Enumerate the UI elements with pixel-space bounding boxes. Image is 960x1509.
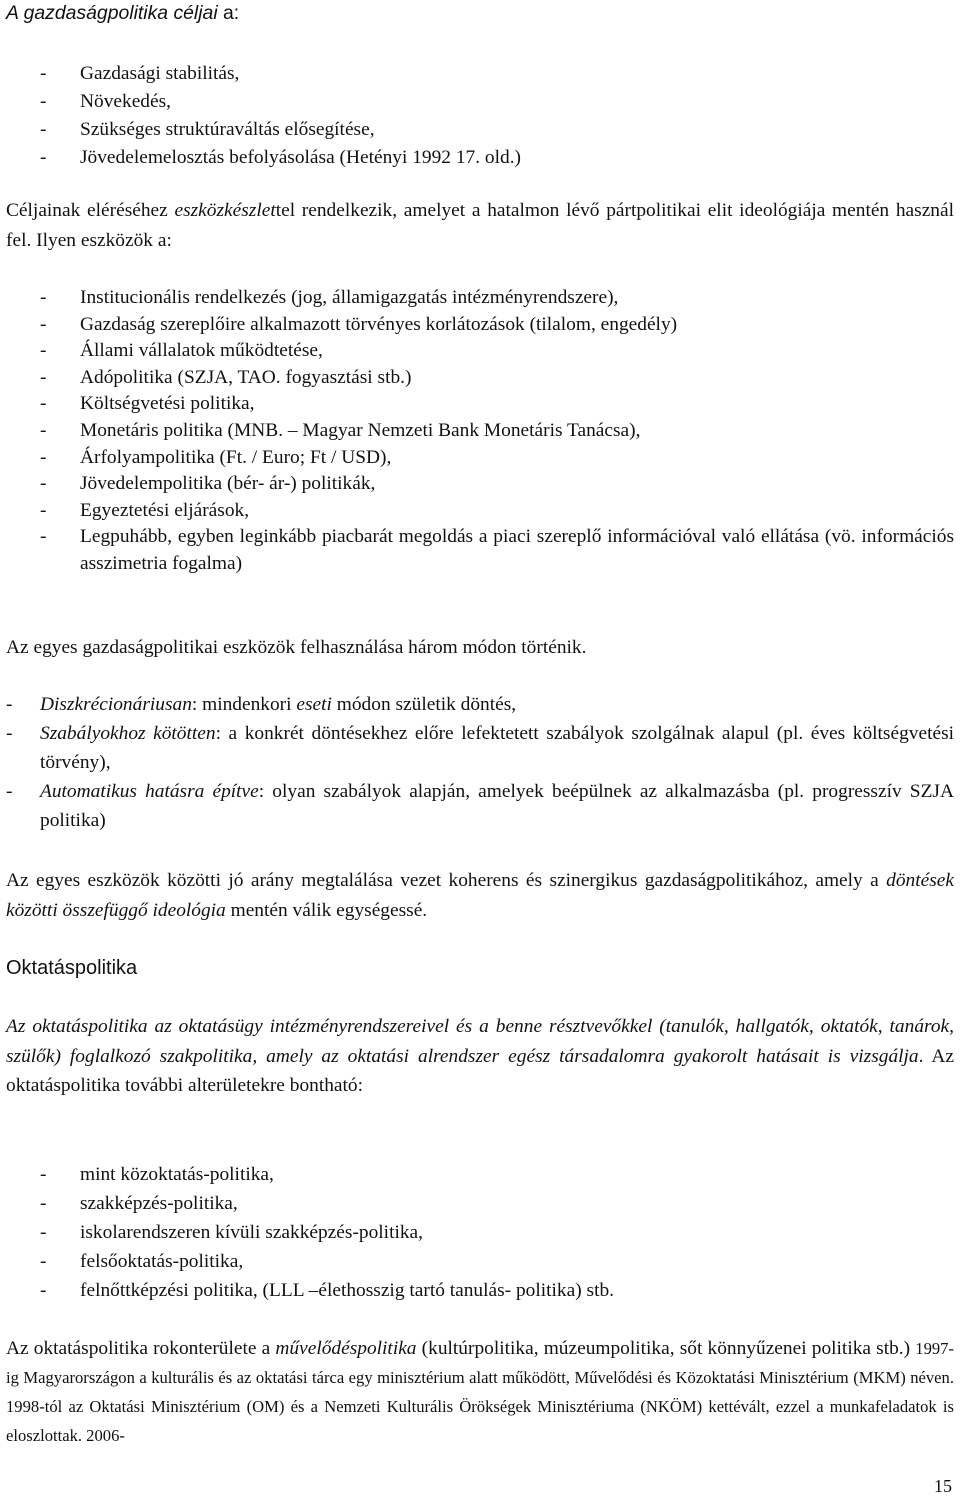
mode-term: Szabályokhoz kötötten [40,723,216,744]
list-item: - felsőoktatás-politika, [40,1251,244,1272]
goals-list [6,60,954,172]
goals-heading-emphasis: A gazdaságpolitika céljai [6,2,218,24]
list-item: - Adópolitika (SZJA, TAO. fogyasztási stb.) [40,366,412,388]
page-number: 15 [934,1476,952,1496]
mode-term: Automatikus hatásra építve [40,781,259,802]
edu-subareas-list [6,1160,954,1305]
list-item: - Gazdasági stabilitás, [40,63,240,84]
tools-intro-paragraph: Céljainak eléréséhez eszközkészlettel rendelkezik, amelyet a hatalmon lévő pártpolitikai elit ideológiája mentén használ fel. Ilyen eszközök a: [6,200,954,251]
list-item: - mint közoktatás-politika, [40,1164,274,1185]
list-item: - Költségvetési politika, [40,393,255,415]
goals-heading-rest: a: [217,2,240,24]
balance-paragraph: Az egyes eszközök közötti jó arány megtalálása vezet koherens és szinergikus gazdaságpolitikához, amely a döntések közötti összefüggő ideológia mentén válik egységessé. [6,870,954,921]
neighbor-field-emphasis: művelődéspolitika [275,1338,417,1359]
list-item: - Diszkrécionáriusan: mindenkori eseti módon születik döntés, [6,694,517,715]
list-item: - Automatikus hatásra építve: olyan szabályok alapján, amelyek beépülnek az alkalmazásba (pl. progresszív SZJA politika) [6,781,954,831]
edu-definition-emphasis: Az oktatáspolitika az oktatásügy intézményrendszereivel és a benne résztvevőkkel (tanulók, hallgatók, oktatók, tanárok, szülők) foglalkozó szakpolitika, amely az oktatási alrendszer egész társadalomra gyakorolt hatásait is vizsgálja [6,1016,954,1067]
list-item: - Institucionális rendelkezés (jog, államigazgatás intézményrendszere), [40,287,619,308]
list-item: - Árfolyampolitika (Ft. / Euro; Ft / USD), [40,446,392,468]
list-item: - iskolarendszeren kívüli szakképzés-politika, [40,1222,423,1243]
modes-intro: Az egyes gazdaságpolitikai eszközök felhasználása három módon történik. [6,637,587,658]
balance-emphasis: döntések közötti összefüggő ideológia [6,870,954,921]
mode-term: Diszkrécionáriusan [40,694,192,715]
list-item: - Szükséges struktúraváltás elősegítése, [40,119,375,140]
list-item: - szakképzés-politika, [40,1193,238,1214]
neighbor-field-paragraph: Az oktatáspolitika rokonterülete a művelődéspolitika (kultúrpolitika, múzeumpolitika, sőt könnyűzenei politika stb.) 1997-ig Magyarországon a kulturális és az oktatási tárca egy minisztérium alatt működött, Művelődési és Közoktatási Minisztérium (MKM) néven. 1998-tól az Oktatási Minisztérium (OM) és a Nemzeti Kulturális Örökségek Minisztériuma (NKÖM) kettévált, ezzel a munkafeladatok is eloszlottak. 2006- [6,1338,954,1445]
tools-intro-emphasis: eszközkészlet [174,200,276,221]
list-item: - Legpuhább, egyben leginkább piacbarát megoldás a piaci szereplő információval való ellátása (vö. információs asszimetria fogalma) [40,526,954,574]
list-item: - Állami vállalatok működtetése, [40,340,323,362]
list-item: - Szabályokhoz kötötten: a konkrét döntésekhez előre lefektetett szabályok szolgálnak alapul (pl. éves költségvetési törvény), [6,723,955,773]
modes-list [6,690,954,835]
edu-definition-paragraph: Az oktatáspolitika az oktatásügy intézményrendszereivel és a benne résztvevőkkel (tanulók, hallgatók, oktatók, tanárok, szülők) foglalkozó szakpolitika, amely az oktatási alrendszer egész társadalomra gyakorolt hatásait is vizsgálja. Az oktatáspolitika további alterületekre bontható: [6,1016,954,1096]
section-heading: Oktatáspolitika [6,957,138,979]
list-item: - Egyeztetési eljárások, [40,499,250,521]
list-item: - Monetáris politika (MNB. – Magyar Nemzeti Bank Monetáris Tanácsa), [40,419,641,441]
list-item: - Növekedés, [40,91,171,112]
goals-heading [6,0,954,26]
list-item: - Jövedelemelosztás befolyásolása (Hetényi 1992 17. old.) [40,147,522,168]
neighbor-field-note: 1997-ig Magyarországon a kulturális és az oktatási tárca egy minisztérium alatt működött, Művelődési és Közoktatási Minisztérium (MKM) néven. 1998-tól az Oktatási Minisztérium (OM) és a Nemzeti Kulturális Örökségek Minisztériuma (NKÖM) kettévált, ezzel a munkafeladatok is eloszlottak. 2006- [6,1339,954,1445]
list-item: - Jövedelempolitika (bér- ár-) politikák, [40,473,376,495]
list-item: - Gazdaság szereplőire alkalmazott törvényes korlátozások (tilalom, engedély) [40,313,678,335]
list-item: - felnőttképzési politika, (LLL –élethosszig tartó tanulás- politika) stb. [40,1280,614,1301]
tools-list [6,285,954,578]
mode-term: eseti [296,694,332,715]
